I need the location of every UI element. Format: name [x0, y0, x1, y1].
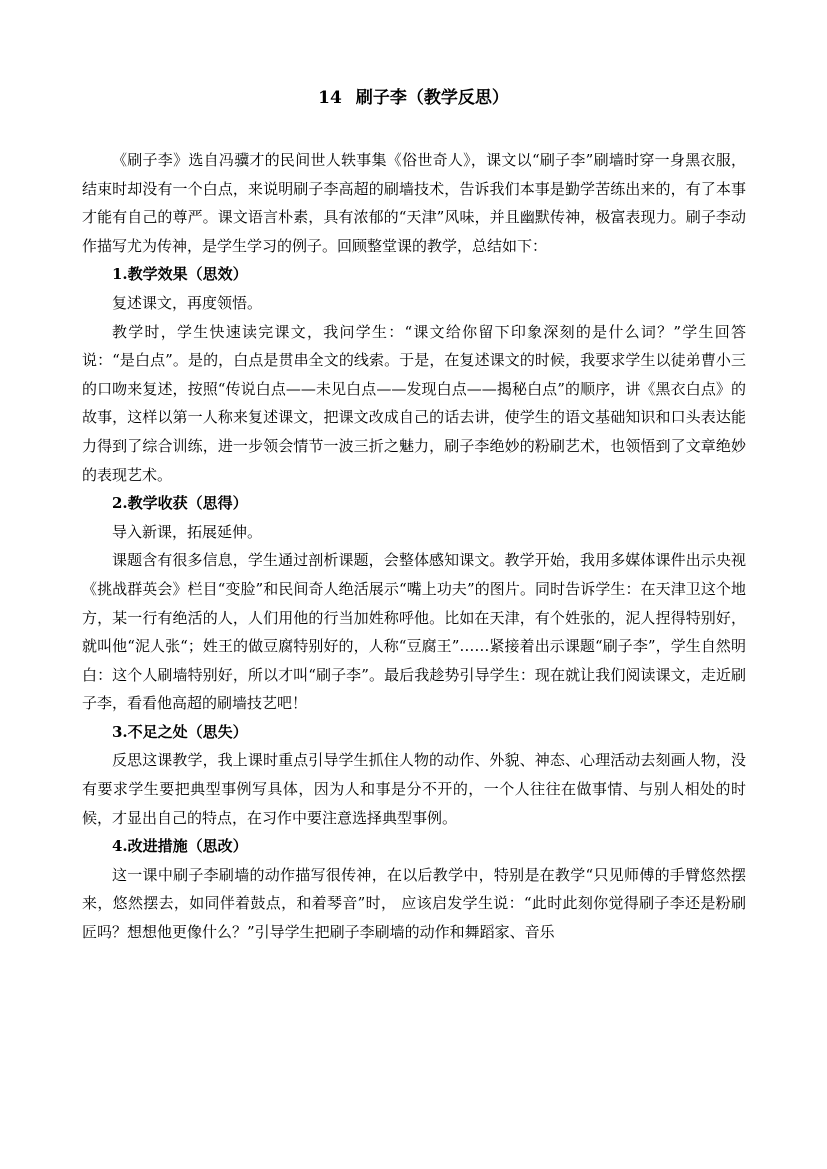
- section-3-paragraph-1: 反思这课教学，我上课时重点引导学生抓住人物的动作、外貌、神态、心理活动去刻画人物，没有要求学生要把典型事例写具体，因为人和事是分不开的，一个人往往在做事情、与别人相处的时候，才显出自己的特点，在习作中要注意选择典型事例。: [82, 751, 746, 827]
- intro-paragraph: 《刷子李》选自冯骥才的民间世人轶事集《俗世奇人》，课文以“刷子李”刷墙时穿一身黑衣服，结束时却没有一个白点，来说明刷子李高超的刷墙技术，告诉我们本事是勤学苦练出来的，有了本事才能有自己的尊严。课文语言朴素，具有浓郁的“天津”风味，并且幽默传神，极富表现力。刷子李动作描写尤为传神，是学生学习的例子。回顾整堂课的教学，总结如下：: [82, 151, 746, 255]
- section-1-paragraph-2: 教学时，学生快速读完课文，我问学生：“课文给你留下印象深刻的是什么词？”学生回答说：“是白点”。是的，白点是贯串全文的线索。于是，在复述课文的时候，我要求学生以徒弟曹小三的口吻来复述，按照“传说白点——未见白点——发现白点——揭秘白点”的顺序，讲《黑衣白点》的故事，这样以第一人称来复述课文，把课文改成自己的话去讲，使学生的语文基础知识和口头表达能力得到了综合训练，进一步领会情节一波三折之魅力，刷子李绝妙的粉刷艺术，也领悟到了文章绝妙的表现艺术。: [82, 322, 746, 484]
- section-heading-4: 4.改进措施（思改）: [112, 837, 248, 856]
- section-1-paragraph-1: 复述课文，再度领悟。: [112, 293, 263, 312]
- document-title: [0, 86, 827, 110]
- section-4-paragraph-1: 这一课中刷子李刷墙的动作描写很传神，在以后教学中，特别是在教学“只见师傅的手臂悠然摆来，悠然摆去，如同伴着鼓点，和着琴音”时， 应该启发学生说：“此时此刻你觉得刷子李还是粉刷匠吗？想想他更像什么？”引导学生把刷子李刷墙的动作和舞蹈家、音乐: [82, 865, 746, 942]
- section-2-paragraph-2: 课题含有很多信息，学生通过剖析课题，会整体感知课文。教学开始，我用多媒体课件出示央视《挑战群英会》栏目“变脸”和民间奇人绝活展示“嘴上功夫”的图片。同时告诉学生：在天津卫这个地方，某一行有绝活的人，人们用他的行当加姓称呼他。比如在天津，有个姓张的，泥人捏得特别好，就叫他“泥人张“；姓王的做豆腐特别好的，人称“豆腐王”……紧接着出示课题“刷子李”，学生自然明白：这个人刷墙特别好，所以才叫“刷子李”。最后我趁势引导学生：现在就让我们阅读课文，走近刷子李，看看他高超的刷墙技艺吧！: [82, 551, 746, 713]
- title-text: 刷子李（教学反思）: [355, 88, 509, 108]
- section-heading-1: 1.教学效果（思效）: [112, 265, 248, 284]
- section-heading-3: 3.不足之处（思失）: [112, 722, 248, 741]
- section-heading-2: 2.教学收获（思得）: [112, 494, 248, 513]
- title-number: 14: [318, 88, 342, 108]
- section-2-paragraph-1: 导入新课，拓展延伸。: [112, 522, 263, 541]
- document-body: [82, 146, 746, 947]
